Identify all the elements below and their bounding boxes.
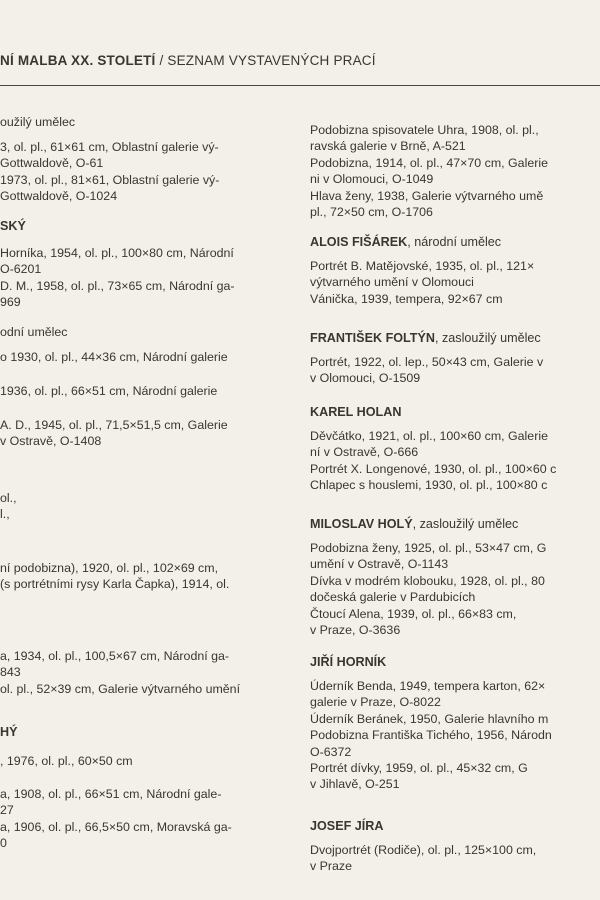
entry-line: 3, ol. pl., 61×61 cm, Oblastní galerie vý- <box>0 140 219 154</box>
artist-heading <box>310 404 600 420</box>
artist-heading <box>310 654 600 670</box>
entry-line: pl., 72×50 cm, O-1706 <box>310 205 433 220</box>
entry-line: v Praze <box>310 859 353 874</box>
entry-line: Čtoucí Alena, 1939, ol. pl., 66×83 cm, <box>310 606 517 621</box>
artist-title: , zasloužilý umělec <box>435 331 541 345</box>
entry-line: 1936, ol. pl., 66×51 cm, Národní galerie <box>0 384 218 398</box>
artist-name: ALOIS FIŠÁREK <box>310 235 408 249</box>
entry-line: Dvojportrét (Rodiče), ol. pl., 125×100 cm, <box>310 843 537 857</box>
entry-line: Dívka v modrém klobouku, 1928, ol. pl., 80 <box>310 573 545 588</box>
entry-line: 843 <box>0 665 21 680</box>
entry-block <box>0 724 298 740</box>
artist-heading <box>310 516 600 532</box>
entry-line: A. D., 1945, ol. pl., 71,5×51,5 cm, Galerie <box>0 418 228 432</box>
artist-block <box>310 404 600 494</box>
entry-line: 0 <box>0 836 7 851</box>
artist-block <box>310 654 600 793</box>
entry-line: 969 <box>0 295 21 310</box>
entry-line: Portrét dívky, 1959, ol. pl., 45×32 cm, G <box>310 761 528 776</box>
entry-line: Děvčátko, 1921, ol. pl., 100×60 cm, Galerie <box>310 429 548 443</box>
header-rule <box>0 85 600 86</box>
entry-line: (s portrétními rysy Karla Čapka), 1914, ol. <box>0 577 230 592</box>
entry-line: ní podobizna), 1920, ol. pl., 102×69 cm, <box>0 561 219 575</box>
header-title-bold: NÍ MALBA XX. STOLETÍ <box>0 53 156 68</box>
entry-line: o 1930, ol. pl., 44×36 cm, Národní galerie <box>0 350 228 364</box>
entry-line: Úderník Benda, 1949, tempera karton, 62× <box>310 679 546 693</box>
entry-line: ol., <box>0 491 17 505</box>
entry-block <box>0 560 298 593</box>
entry-block <box>0 114 298 130</box>
entry-line: 1973, ol. pl., 81×61, Oblastní galerie vý- <box>0 172 220 187</box>
artist-block <box>310 122 600 220</box>
right-column <box>310 98 600 898</box>
artist-name: SKÝ <box>0 219 26 233</box>
artist-title: , národní umělec <box>407 235 502 249</box>
entry-line: D. M., 1958, ol. pl., 73×65 cm, Národní ga- <box>0 278 235 293</box>
artist-name: MILOSLAV HOLÝ <box>310 517 413 531</box>
artist-heading <box>0 724 298 740</box>
artist-heading <box>310 330 600 346</box>
entry-block <box>0 139 298 205</box>
entry-line: Horníka, 1954, ol. pl., 100×80 cm, Národní <box>0 246 234 260</box>
artist-name: FRANTIŠEK FOLTÝN <box>310 331 435 345</box>
artist-name: HÝ <box>0 725 18 739</box>
entry-line: Hlava ženy, 1938, Galerie výtvarného umě <box>310 188 544 203</box>
entry-line: a, 1908, ol. pl., 66×51 cm, Národní gale- <box>0 787 222 801</box>
header-title-rest: SEZNAM VYSTAVENÝCH PRACÍ <box>167 53 376 68</box>
entry-line: Podobizna, 1914, ol. pl., 47×70 cm, Galerie <box>310 155 548 170</box>
entry-line: ol. pl., 52×39 cm, Galerie výtvarného umění <box>0 681 241 696</box>
entry-block <box>0 648 298 697</box>
artist-heading <box>0 218 298 234</box>
artist-heading <box>310 234 600 250</box>
entry-line: výtvarného umění v Olomouci <box>310 275 474 290</box>
entry-line: Portrét X. Longenové, 1930, ol. pl., 100×60 c <box>310 461 557 476</box>
entry-line: O-6201 <box>0 262 42 277</box>
entry-line: v Ostravě, O-1408 <box>0 434 102 449</box>
entry-line: a, 1934, ol. pl., 100,5×67 cm, Národní ga- <box>0 649 230 663</box>
artist-block <box>310 330 600 387</box>
entry-line: 27 <box>0 803 14 818</box>
entry-block <box>0 349 298 365</box>
entry-block <box>0 383 298 399</box>
entry-line: Gottwaldově, O-61 <box>0 156 104 171</box>
entry-line: l., <box>0 507 10 522</box>
entry-line: galerie v Praze, O-8022 <box>310 695 441 710</box>
entry-line: ní v Ostravě, O-666 <box>310 445 419 460</box>
artist-heading <box>310 818 600 834</box>
entry-line: Gottwaldově, O-1024 <box>0 189 118 204</box>
artist-name: JIŘÍ HORNÍK <box>310 655 387 669</box>
entry-line: Portrét, 1922, ol. lep., 50×43 cm, Galerie v <box>310 355 544 369</box>
header-separator: / <box>155 53 168 68</box>
entry-line: Podobizna Františka Tichého, 1956, Národn <box>310 728 552 743</box>
entry-block <box>0 324 298 340</box>
entry-line: odní umělec <box>0 325 68 339</box>
artist-name: KAREL HOLAN <box>310 405 402 419</box>
entry-block <box>0 490 298 523</box>
entry-line: ni v Olomouci, O-1049 <box>310 172 434 187</box>
entry-block <box>0 786 298 852</box>
artist-name: JOSEF JÍRA <box>310 819 384 833</box>
entry-line: v Praze, O-3636 <box>310 623 401 638</box>
entry-block <box>0 753 298 769</box>
left-column <box>0 98 298 898</box>
page-header <box>0 53 600 79</box>
entry-line: Portrét B. Matějovské, 1935, ol. pl., 121× <box>310 259 535 273</box>
entry-line: oužilý umělec <box>0 115 76 129</box>
entry-line: Vánička, 1939, tempera, 92×67 cm <box>310 291 503 306</box>
entry-line: , 1976, ol. pl., 60×50 cm <box>0 754 133 768</box>
entry-line: Chlapec s houslemi, 1930, ol. pl., 100×80 c <box>310 478 548 493</box>
entry-line: ravská galerie v Brně, A-521 <box>310 139 466 154</box>
entry-line: v Olomouci, O-1509 <box>310 371 421 386</box>
artist-block <box>310 234 600 307</box>
artist-block <box>310 516 600 638</box>
entry-block <box>0 218 298 234</box>
entry-line: umění v Ostravě, O-1143 <box>310 557 449 572</box>
entry-line: Podobizna spisovatele Uhra, 1908, ol. pl., <box>310 123 539 137</box>
entry-block <box>0 417 298 450</box>
entry-line: a, 1906, ol. pl., 66,5×50 cm, Moravská ga- <box>0 819 232 834</box>
entry-line: dočeská galerie v Pardubicích <box>310 590 476 605</box>
entry-line: Podobizna ženy, 1925, ol. pl., 53×47 cm, G <box>310 541 547 555</box>
entry-block <box>0 245 298 311</box>
artist-block <box>310 818 600 875</box>
entry-line: Úderník Beránek, 1950, Galerie hlavního m <box>310 711 549 726</box>
entry-line: O-6372 <box>310 744 352 759</box>
artist-title: , zasloužilý umělec <box>412 517 519 531</box>
entry-line: v Jihlavě, O-251 <box>310 777 400 792</box>
